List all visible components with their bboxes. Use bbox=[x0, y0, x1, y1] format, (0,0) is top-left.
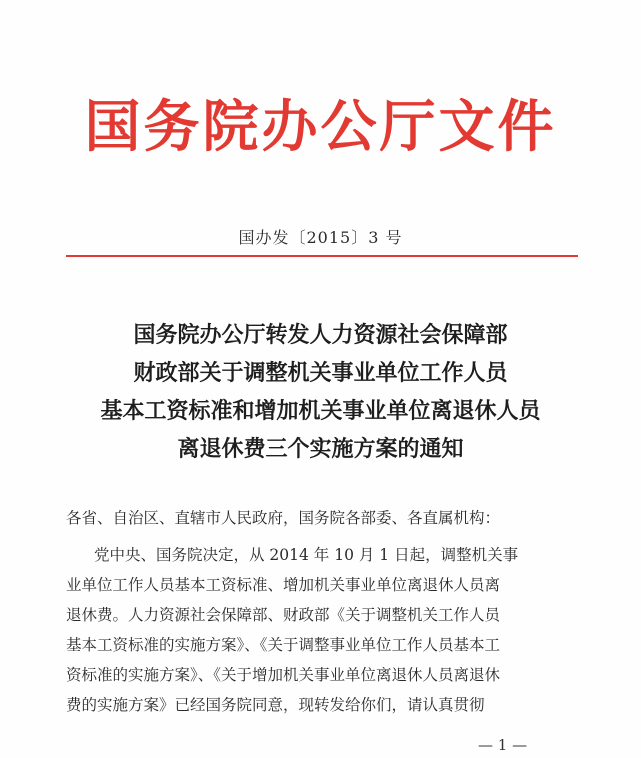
document-heading bbox=[40, 316, 601, 468]
body-line: 退休费。人力资源社会保障部、财政部《关于调整机关工作人员 bbox=[66, 606, 501, 624]
heading-line: 国务院办公厅转发人力资源社会保障部 bbox=[133, 322, 508, 348]
document-number: 国办发〔2015〕3 号 bbox=[238, 228, 403, 247]
heading-line: 基本工资标准和增加机关事业单位离退休人员 bbox=[100, 398, 541, 424]
salutation: 各省、自治区、直辖市人民政府，国务院各部委、各直属机构： bbox=[66, 509, 501, 527]
body-line: 基本工资标准的实施方案》、《关于调整事业单位工作人员基本工 bbox=[66, 636, 501, 654]
document-header-title: 国务院办公厅文件 bbox=[84, 94, 557, 160]
body-paragraph bbox=[66, 540, 586, 720]
body-line: 业单位工作人员基本工资标准、增加机关事业单位离退休人员离 bbox=[66, 576, 501, 594]
body-line: 费的实施方案》已经国务院同意，现转发给你们，请认真贯彻 bbox=[66, 696, 485, 714]
body-line: 党中央、国务院决定，从 2014 年 10 月 1 日起，调整机关事 bbox=[94, 546, 519, 564]
red-divider-line bbox=[66, 255, 578, 257]
heading-line: 财政部关于调整机关事业单位工作人员 bbox=[133, 360, 508, 386]
body-line: 资标准的实施方案》、《关于增加机关事业单位离退休人员离退休 bbox=[66, 666, 501, 684]
heading-line: 离退休费三个实施方案的通知 bbox=[177, 436, 464, 462]
page-number: — 1 — bbox=[478, 736, 528, 754]
